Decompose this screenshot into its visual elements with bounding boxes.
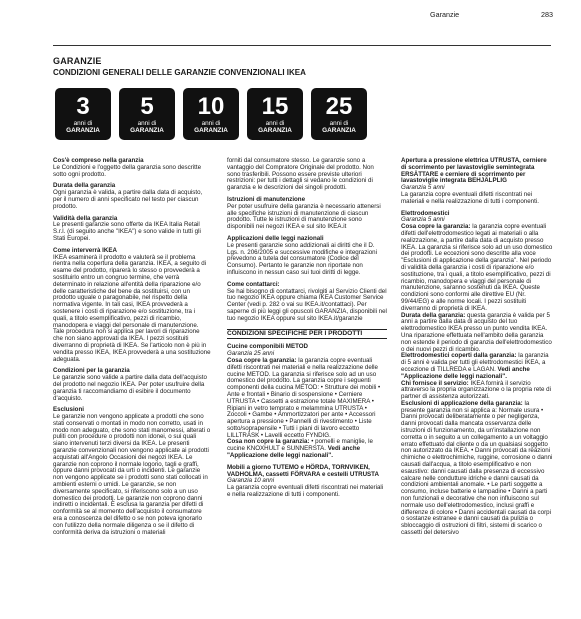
warranty-duration: Garanzia 5 anni [401,184,445,192]
header-section: Garanzie [430,10,460,19]
badge-years: 5 [140,92,154,120]
column-2 [227,158,387,499]
paragraph: la presente garanzia non si applica a: Normale usura • Danni provocati deliberatamente o per negligenza, danni provocati dalla mancata osservanza delle istruzioni di funzionamento, da un'installazione non corretta o in seguito a un collegamento a un voltaggio errato effettuato dal cliente o da un qualsiasi soggetto non autorizzato da IKEA. • Danni provocati da reazioni chimiche o elettrochimiche, ruggine, corrosione o danni causati dall'acqua, a titolo esemplificativo e non esaustivo: danni causati dalla presenza di eccessivo calcare nelle condutture idriche e danni causati da condizioni ambientali anomale. • Le parti soggette a consumo, incluse batterie e lampadine • Danni a parti non funzionali e decorative che non influiscono sul normale uso dell'elettrodomestico, inclusi graffi e differenze di colore • Danni accidentali causati da corpi o sostanze estranee e danni causati da pulizia o sbloccaggio di ostruzioni di filtri, sistemi di scarico o cassetti del detersivo [401,399,553,537]
paragraph: Le garanzie non vengono applicate a prodotti che sono stati conservati o montati in modo non corretto, usati in modo non adeguato, che sono stati manomessi, alterati o puliti con procedure o prodotti non idonei, o sui quali siano intervenuti terzi diversi da IKEA. Le presenti garanzie convenzionali non vengono applicate ai prodotti acquistati all'Angolo Occasioni dei negozi IKEA. Le garanzie non coprono il normale logorio, tagli e graffi, oppure danni provocati da urti o incidenti. Le garanzie non vengono applicate se i prodotti sono stati collocati in ambienti esterni o umidi. Le garanzie, se non diversamente specificato, si riferiscono solo a un uso domestico dei prodotti. Le garanzie non coprono danni indiretti o incidentali. È esclusa la garanzia per difetti di conformità se al momento dell'acquisto il consumatore era a conoscenza del difetto o se non poteva ignorarlo con l'utilizzo della normale diligenza o se il difetto di conformità deriva da istruzioni o materiali [53,413,211,536]
paragraph: La garanzia copre eventuali difetti riscontrati nei materiali e nella realizzazione di tutti i componenti. [227,484,384,499]
page-number: 283 [541,10,553,19]
inline-heading: Esclusioni di applicazione della garanzia: [401,399,523,407]
paragraph: • pomelli e maniglie, le cucine KNOXHULT e SUNNERSTA. [227,438,373,453]
warranty-badge-5 [119,88,175,140]
page-title: GARANZIE [53,56,102,66]
page-header [430,10,553,19]
paragraph: Se hai bisogno di contattarci, rivolgiti al Servizio Clienti del tuo negozio IKEA oppure chiama IKEA Customer Service Center (vedi p. 282 o vai su IKEA.it/contattaci). Per saperne di più leggi gli opuscoli GARANZIA, disponibili nel tuo negozio IKEA oppure sul sito IKEA.it/garanzie [227,287,387,322]
paragraph: la garanzia di 5 anni è valida per tutti gli elettrodomestici IKEA, a eccezione di TILLREDA e LAGAN. [401,352,549,373]
inline-heading: Cosa copre la garanzia: [227,356,297,364]
paragraph: Ogni garanzia è valida, a partire dalla data di acquisto, per il numero di anni specificato nel testo per ciascun prodotto. [53,189,203,210]
section-heading: Come interverrà IKEA [53,246,117,254]
column-1 [53,158,211,536]
paragraph: Le Condizioni e l'oggetto della garanzia sono descritte sotto ogni prodotto. [53,163,202,178]
see-also-note: Vedi anche "Applicazione delle leggi nazionali". [401,365,530,380]
section-heading: Come contattarci: [227,280,280,288]
section-heading: Istruzioni di manutenzione [227,195,306,203]
section-heading: Durata della garanzia [53,182,116,190]
section-heading: Esclusioni [53,406,84,414]
inline-heading: Cosa non copre la garanzia: [227,438,310,446]
paragraph: Le presenti garanzie sono offerte da IKEA Italia Retail S.r.l. (di seguito anche "IKEA") e sono valide in tutti gli Stati Europei. [53,221,201,242]
badge-label: anni di [329,119,349,127]
section-heading: Cos'è compreso nella garanzia [53,157,144,164]
warranty-badge-15 [247,88,303,140]
paragraph: Le presenti garanzie sono addizionali ai diritti che il D. Lgs. n. 206/2005 e successive modifiche e integrazioni prevedono a tutela del consumatore (Codice del Consumo). Pertanto le garanzie non riportate non influiscono in nessun caso sui tuoi diritti di legge. [227,241,377,276]
see-also-note: Vedi anche "Applicazione delle leggi nazionali". [227,445,361,460]
specific-conditions-heading: CONDIZIONI SPECIFICHE PER I PRODOTTI [227,329,387,340]
badge-word: GARANZIA [194,126,228,134]
badge-label: anni di [265,119,285,127]
badge-years: 25 [325,92,353,120]
inline-heading: Elettrodomestici coperti dalla garanzia: [401,352,517,360]
warranty-badge-10 [183,88,239,140]
paragraph: Le garanzie sono valide a partire dalla data dell'acquisto del prodotto nel negozio IKEA. Per poter usufruire della garanzia ti raccomandiamo di esibire il documento d'acquisto. [53,374,207,402]
column-3 [401,158,553,537]
warranty-duration: Garanzia 25 anni [227,350,275,358]
badge-word: GARANZIA [66,126,100,134]
section-heading: Applicazioni delle leggi nazionali [227,234,324,242]
paragraph: Per poter usufruire della garanzia è necessario attenersi alle specifiche istruzioni di manutenzione di ciascun prodotto. Tutte le istruzioni di manutenzione sono disponibili nei negozi IKEA e sul sito IKEA.it [227,202,381,231]
inline-heading: Durata della garanzia: [401,311,466,319]
section-heading: Mobili a giorno TUTEMO e HÖRDA, TORNVIKEN, VADHOLMA, cassetti FÖRVARA e cestelli UTRUSTA [227,463,379,478]
warranty-badge-3 [55,88,111,140]
paragraph: La garanzia copre eventuali difetti riscontrati nei materiali e nella realizzazione di tutti i componenti. [401,190,539,205]
inline-heading: Chi fornisce il servizio: [401,379,469,387]
badge-word: GARANZIA [258,126,292,134]
badge-label: anni di [201,119,221,127]
inline-heading: Cosa copre la garanzia: [401,223,471,231]
warranty-duration: Garanzia 5 anni [401,216,445,224]
paragraph: IKEA esaminerà il prodotto e valuterà se il problema rientra nella copertura della garanzia. IKEA, a seguito di esame del prodotto, riparerà lo stesso o provvederà a sostituirlo entro un congruo termine, che verrà determinato in relazione all'entità della riparazione e/o delle caratteristiche del bene da sostituirsi, con un prodotto uguale o paragonabile, nel rispetto della normativa vigente. In tali casi, IKEA provvederà a sostenere i costi di riparazione e/o sostituzione, tra i quali, a titolo esemplificativo, pezzi di ricambio, manodopera e viaggi del personale di manutenzione. Tale procedura non si applica per lavori di riparazione che non siano approvati da IKEA. I pezzi sostituiti diverranno di proprietà di IKEA. Se l'articolo non è più in vendita presso IKEA, IKEA provvederà a una sostituzione adeguata. [53,253,211,363]
warranty-badges [55,88,375,140]
section-heading: Apertura a pressione elettrica UTRUSTA, cerniere di scorrimento per lavastoviglie semintegrata ERSÄTTARE e cerniere di scorrimento per lavastoviglie integrata BEHJÄLPLIG [401,157,547,185]
badge-years: 3 [76,92,90,120]
page-subtitle: CONDIZIONI GENERALI DELLE GARANZIE CONVENZIONALI IKEA [53,68,306,77]
header-rule [53,45,551,46]
paragraph: forniti dal consumatore stesso. Le garanzie sono a vantaggio del Compratore Originale del prodotto. Non sono trasferibili. Possono essere previste ulteriori restrizioni: per tutti i dettagli si vedano le condizioni di garanzia e le descrizioni dei singoli prodotti. [227,157,374,192]
section-heading: Cucine componibili METOD [227,343,309,351]
paragraph: la garanzia copre eventuali difetti riscontrati nei materiali e nella realizzazione delle cucine METOD. La garanzia si riferisce solo ad un uso domestico del prodotto. La garanzia copre i seguenti componenti della cucina METOD: • Strutture dei mobili • Ante e frontali • Binario di sospensione • Cerniere UTRUSTA • Cassetti a estrazione totale MAXIMERA • Ripiani in vetro temprato e melammina UTRUSTA • Zoccoli • Gambe • Ammortizzatori per ante • Accessori apertura a pressione • Pannelli di rivestimento • Liste sotto/soprapensile • Tutti i piani di lavoro eccetto LILLTRÄSK • Lavelli eccetto FYNDIG. [227,356,381,439]
section-heading: Validità della garanzia [53,214,118,222]
badge-word: GARANZIA [130,126,164,134]
badge-word: GARANZIA [322,126,356,134]
badge-years: 15 [261,92,289,120]
badge-label: anni di [73,119,93,127]
section-heading: Elettrodomestici [401,209,450,217]
badge-label: anni di [137,119,157,127]
paragraph: la garanzia copre eventuali difetti dell'elettrodomestico legati ai materiali o alla realizzazione, a partire dalla data di acquisto presso IKEA. La garanzia si riferisce solo ad un uso domestico dei prodotti. Le eccezioni sono descritte alla voce "Esclusioni di applicazione della garanzia". Nel periodo di validità della garanzia i costi di riparazione e/o sostituzione, tra i quali, a titolo esemplificativo, pezzi di ricambio, manodopera e viaggi del personale di manutenzione, saranno sostenuti da IKEA. Queste condizioni sono conformi alle direttive EU (Nr. 99/44/EG) e alle norme locali. I pezzi sostituiti diverranno di proprietà di IKEA. [401,223,553,312]
warranty-duration: Garanzia 10 anni [227,477,275,485]
paragraph: IKEA fornirà il servizio attraverso la propria organizzazione o la propria rete di partner di assistenza autorizzati. [401,379,551,401]
paragraph: questa garanzia è valida per 5 anni a partire dalla data di acquisto del tuo elettrodomestico IKEA presso un punto vendita IKEA. Una riparazione effettuata nell'ambito della garanzia non estende il periodo di garanzia dell'elettrodomestico o dei nuovi pezzi di ricambio. [401,311,552,353]
warranty-badge-25 [311,88,367,140]
section-heading: Condizioni per la garanzia [53,367,130,375]
badge-years: 10 [197,92,225,120]
